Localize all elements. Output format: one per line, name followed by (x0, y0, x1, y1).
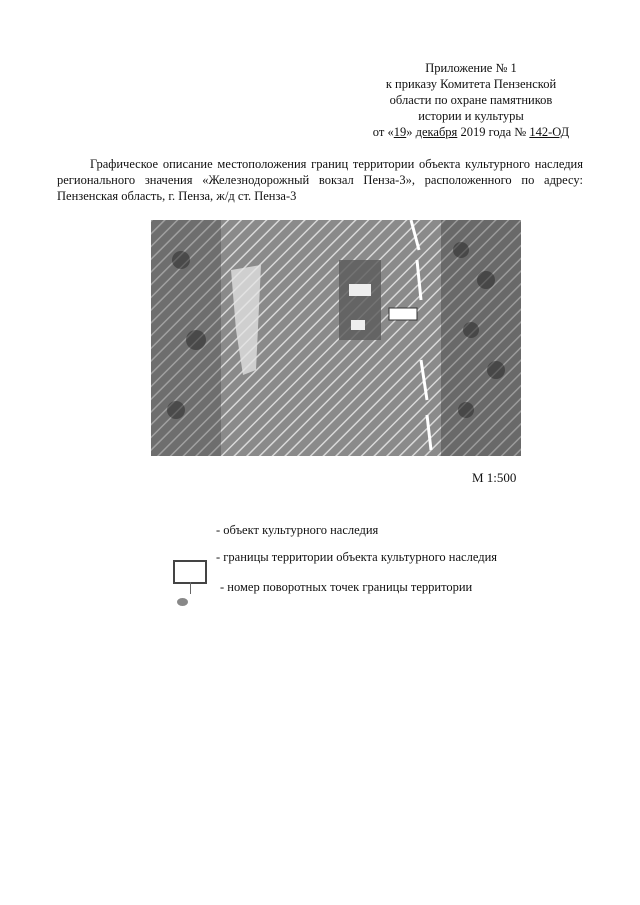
appendix-header (360, 60, 582, 140)
legend-boundaries-label: - границы территории объекта культурного наследия (216, 550, 498, 564)
turning-point-icon (177, 598, 188, 606)
committee-name-cont: истории и культуры (418, 109, 524, 123)
order-day: 19 (393, 125, 407, 139)
order-number: 142-ОД (529, 125, 570, 139)
appendix-title: Приложение № 1 (425, 61, 517, 75)
order-reference: к приказу Комитета Пензенской (385, 77, 557, 91)
graphic-description: Графическое описание местоположения границ территории объекта культурного наследия регионального значения «Железнодорожный вокзал Пенза-3», расположенного по адресу: Пензенская область, г. Пенза, ж/д ст. Пенза-3 (57, 157, 583, 203)
order-date-line: от «19» декабря 2019 года № 142-ОД (372, 125, 570, 139)
committee-name: области по охране памятников (389, 93, 553, 107)
legend-object-label: - объект культурного наследия (216, 523, 379, 537)
aerial-map-image (151, 220, 521, 456)
legend-connector-icon (190, 582, 191, 594)
boundary-symbol-icon (173, 560, 207, 584)
legend-points-label: - номер поворотных точек границы территории (220, 580, 473, 594)
map-scale: М 1:500 (472, 470, 517, 485)
order-month: декабря (415, 125, 458, 139)
